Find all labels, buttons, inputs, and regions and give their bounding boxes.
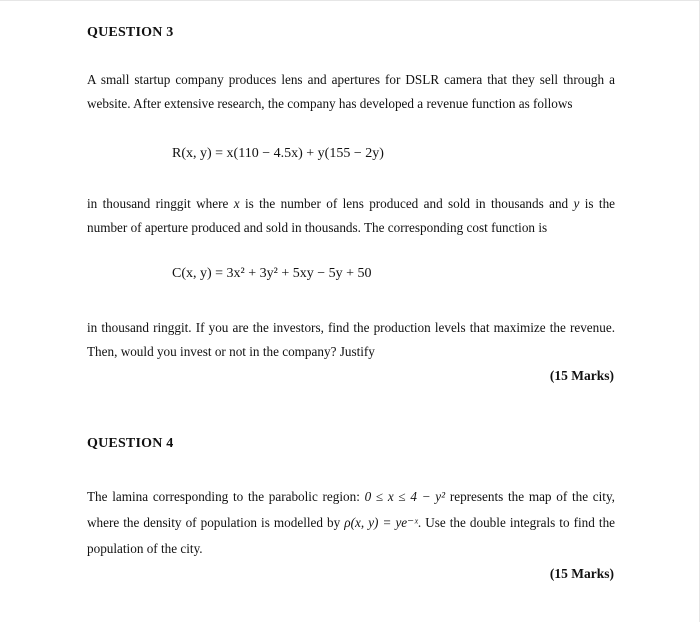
question-3-heading: QUESTION 3 — [87, 25, 174, 40]
question-4-marks: (15 Marks) — [549, 566, 614, 581]
region-expression: 0 ≤ x ≤ 4 − y² — [364, 489, 446, 504]
question-4-text — [87, 484, 615, 562]
density-function: ρ(x, y) = ye⁻ˣ — [344, 515, 418, 530]
question-3-closing: in thousand ringgit. If you are the investors, find the production levels that maximize the revenue. Then, would you invest or not in the company? Justify — [87, 320, 615, 359]
page-border-top — [0, 0, 700, 1]
cost-equation: C(x, y) = 3x² + 3y² + 5xy − 5y + 50 — [172, 266, 372, 281]
question-4-heading: QUESTION 4 — [87, 436, 174, 451]
q4-text-b: represents the map of the city, where the density of population is modelled by — [87, 489, 615, 530]
variable-y: y — [573, 196, 580, 211]
q4-text-a: The lamina corresponding to the parabolic region: — [87, 489, 360, 504]
variables-text-a: in thousand ringgit where — [87, 196, 229, 211]
variables-text-c: is the number of aperture produced and sold in thousands. The corresponding cost function is — [87, 196, 616, 235]
q4-text-c: . Use the double integrals to find the population of the city. — [87, 515, 616, 556]
question-3-intro: A small startup company produces lens and apertures for DSLR camera that they sell through a website. After extensive research, the company has developed a revenue function as follows — [87, 72, 615, 111]
revenue-equation: R(x, y) = x(110 − 4.5x) + y(155 − 2y) — [172, 146, 384, 161]
question-3-marks: (15 Marks) — [549, 368, 614, 383]
variable-x: x — [233, 196, 240, 211]
question-3-variables — [87, 192, 615, 240]
variables-text-b: is the number of lens produced and sold in thousands and — [244, 196, 569, 211]
